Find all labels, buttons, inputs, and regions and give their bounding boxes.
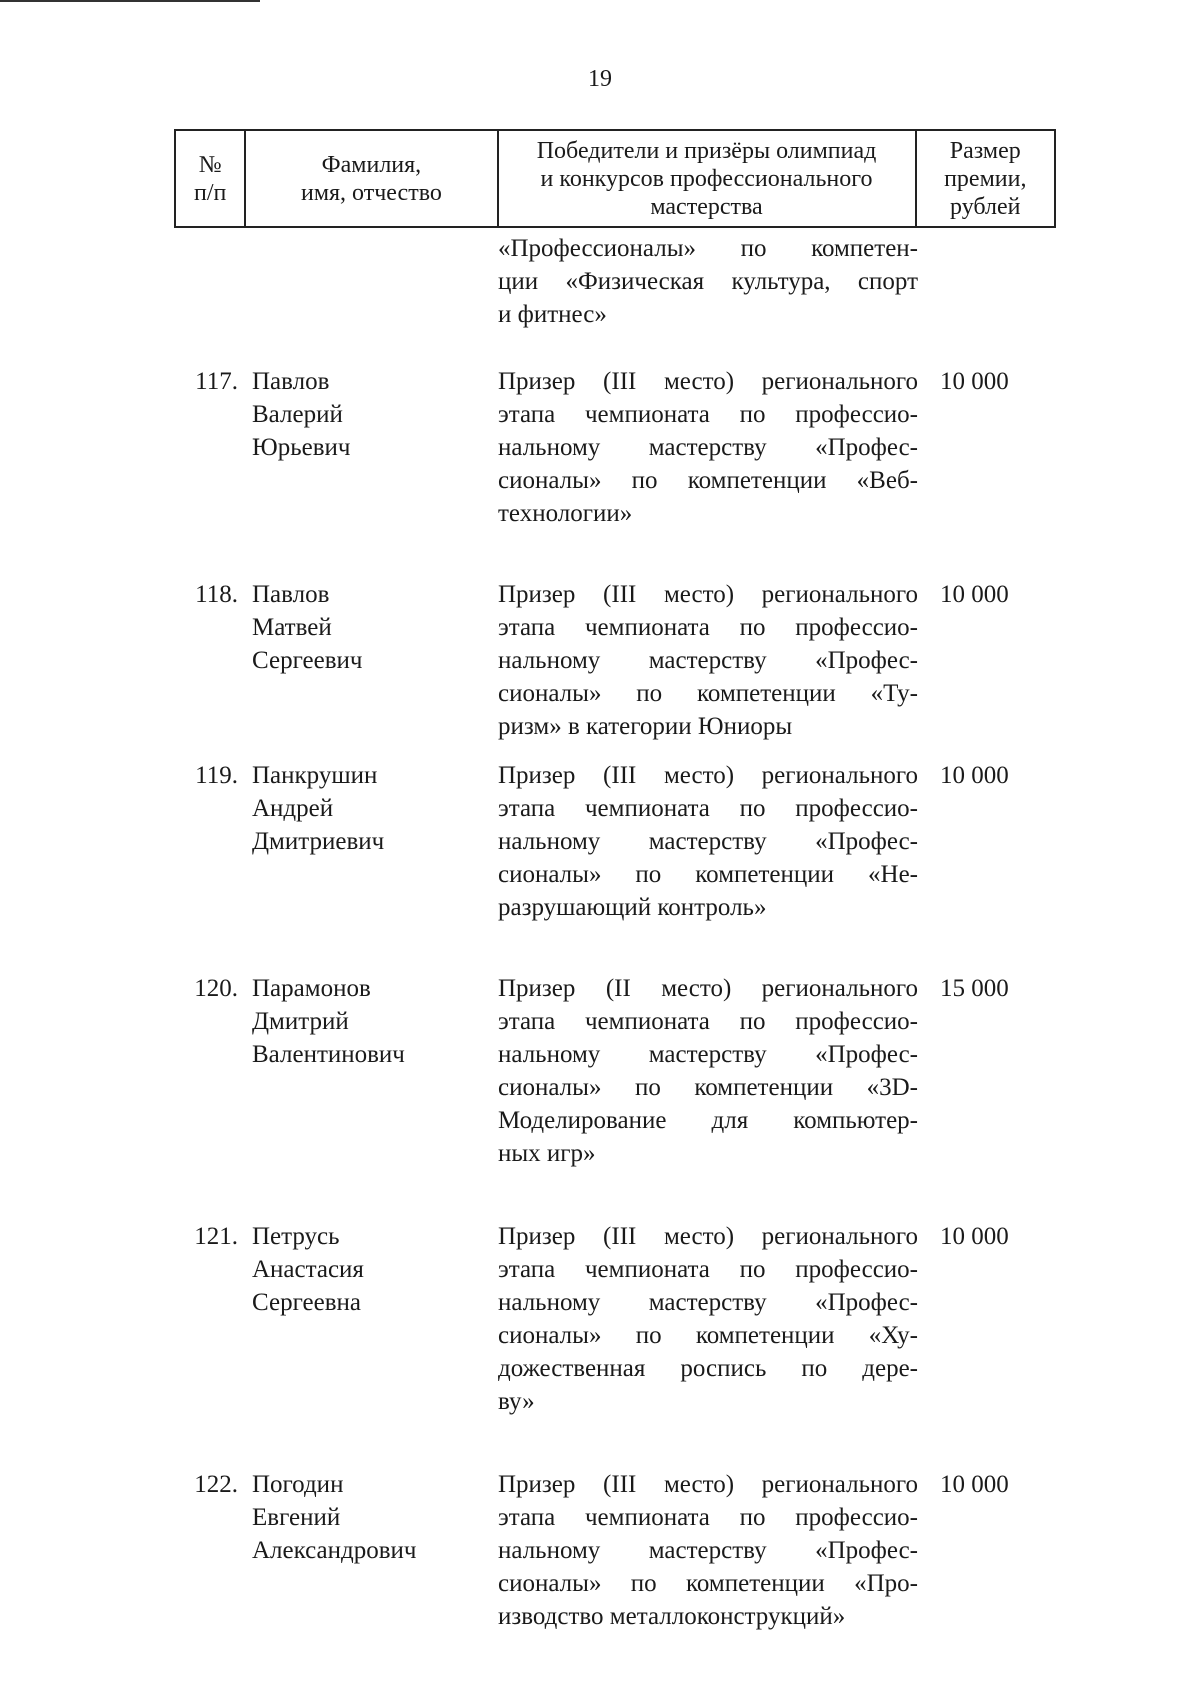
row-award-description — [498, 1468, 918, 1633]
name-line: Погодин — [252, 1471, 344, 1498]
description-line: сионалы» по компетенции «Про- — [498, 1570, 918, 1597]
row-prize-amount: 15 000 — [940, 975, 1009, 1002]
description-line: сионалы» по компетенции «Ту- — [498, 680, 918, 707]
description-line: Призер (III место) регионального — [498, 1471, 918, 1498]
header-col-description — [498, 130, 916, 227]
header-col-number-l2: п/п — [194, 179, 227, 206]
row-award-description — [498, 578, 918, 743]
description-line: ризм» в категории Юниоры — [498, 713, 793, 740]
header-col-name — [245, 130, 497, 227]
description-line: нальному мастерству «Профес- — [498, 647, 918, 674]
description-line: нальному мастерству «Профес- — [498, 1537, 918, 1564]
header-col-prize-l2: премии, — [944, 165, 1027, 192]
name-line: Дмитрий — [252, 1008, 349, 1035]
description-line: ву» — [498, 1388, 535, 1415]
description-line: Призер (III место) регионального — [498, 762, 918, 789]
description-line: ных игр» — [498, 1140, 596, 1167]
row-number: 121. — [194, 1223, 238, 1250]
name-line: Павлов — [252, 581, 330, 608]
name-line: Валентинович — [252, 1041, 405, 1068]
rows-container — [174, 365, 1056, 1633]
header-col-name-l2: имя, отчество — [300, 179, 442, 206]
header-col-desc-l1: Победители и призёры олимпиад — [536, 137, 877, 164]
description-line: этапа чемпионата по профессио- — [498, 1504, 918, 1531]
description-line: сионалы» по компетенции «Веб- — [498, 467, 918, 494]
description-line: нальному мастерству «Профес- — [498, 434, 918, 461]
table-row — [174, 365, 1056, 530]
name-line: Валерий — [252, 401, 343, 428]
name-line: Евгений — [252, 1504, 341, 1531]
name-line: Матвей — [252, 614, 332, 641]
table-body — [174, 232, 1056, 1633]
description-line: этапа чемпионата по профессио- — [498, 1008, 918, 1035]
description-line: Призер (III место) регионального — [498, 368, 918, 395]
row-prize-amount: 10 000 — [940, 762, 1009, 789]
description-line: нальному мастерству «Профес- — [498, 1041, 918, 1068]
description-line: этапа чемпионата по профессио- — [498, 795, 918, 822]
description-line: этапа чемпионата по профессио- — [498, 401, 918, 428]
description-line: Призер (III место) регионального — [498, 1223, 918, 1250]
name-line: Анастасия — [252, 1256, 364, 1283]
name-line: Сергеевич — [252, 647, 363, 674]
row-number: 120. — [194, 975, 238, 1002]
table-row — [174, 972, 1056, 1170]
row-full-name — [246, 972, 498, 1170]
row-full-name — [246, 1468, 498, 1633]
name-line: Петрусь — [252, 1223, 340, 1250]
table-header — [174, 129, 1056, 228]
header-col-desc-l2: и конкурсов профессионального — [540, 165, 873, 192]
description-line: дожественная роспись по дере- — [498, 1355, 918, 1382]
page-number: 19 — [588, 66, 612, 92]
header-col-number-l1: № — [198, 151, 222, 178]
row-prize-amount: 10 000 — [940, 581, 1009, 608]
table-row — [174, 1468, 1056, 1633]
name-line: Юрьевич — [252, 434, 351, 461]
description-line: сионалы» по компетенции «3D- — [498, 1074, 918, 1101]
description-line: изводство металлоконструкций» — [498, 1603, 846, 1630]
row-award-description — [498, 759, 918, 924]
header-col-name-l1: Фамилия, — [321, 151, 422, 178]
description-line: технологии» — [498, 500, 633, 527]
description-line: Моделирование для компьютер- — [498, 1107, 918, 1134]
continuation-line: ции «Физическая культура, спорт — [498, 268, 918, 295]
row-full-name — [246, 365, 498, 530]
header-col-prize — [916, 130, 1055, 227]
description-line: этапа чемпионата по профессио- — [498, 614, 918, 641]
row-prize-amount: 10 000 — [940, 1471, 1009, 1498]
row-number: 122. — [194, 1471, 238, 1498]
header-col-number — [175, 130, 245, 227]
description-line: сионалы» по компетенции «Ху- — [498, 1322, 918, 1349]
row-full-name — [246, 759, 498, 924]
row-number: 119. — [195, 762, 238, 789]
row-award-description — [498, 972, 918, 1170]
name-line: Сергеевна — [252, 1289, 361, 1316]
top-edge-rule — [0, 0, 260, 2]
row-number: 117. — [195, 368, 238, 395]
description-line: этапа чемпионата по профессио- — [498, 1256, 918, 1283]
row-prize-amount: 10 000 — [940, 368, 1009, 395]
continuation-row — [174, 232, 1056, 331]
description-line: нальному мастерству «Профес- — [498, 828, 918, 855]
description-line: разрушающий контроль» — [498, 894, 767, 921]
row-award-description — [498, 365, 918, 530]
header-col-desc-l3: мастерства — [650, 193, 763, 220]
continuation-line: и фитнес» — [498, 301, 607, 328]
continuation-line: «Профессионалы» по компетен- — [498, 235, 918, 262]
description-line: Призер (III место) регионального — [498, 581, 918, 608]
name-line: Панкрушин — [252, 762, 378, 789]
name-line: Дмитриевич — [252, 828, 385, 855]
description-line: Призер (II место) регионального — [498, 975, 918, 1002]
continuation-text — [498, 232, 918, 331]
row-prize-amount: 10 000 — [940, 1223, 1009, 1250]
table-row — [174, 1220, 1056, 1418]
row-full-name — [246, 1220, 498, 1418]
description-line: нальному мастерству «Профес- — [498, 1289, 918, 1316]
name-line: Парамонов — [252, 975, 371, 1002]
row-number: 118. — [195, 581, 238, 608]
header-col-prize-l1: Размер — [949, 137, 1021, 164]
name-line: Александрович — [252, 1537, 417, 1564]
table-row — [174, 578, 1056, 743]
description-line: сионалы» по компетенции «Не- — [498, 861, 918, 888]
row-award-description — [498, 1220, 918, 1418]
header-col-prize-l3: рублей — [950, 193, 1021, 220]
row-full-name — [246, 578, 498, 743]
name-line: Павлов — [252, 368, 330, 395]
name-line: Андрей — [252, 795, 334, 822]
table-row — [174, 759, 1056, 924]
